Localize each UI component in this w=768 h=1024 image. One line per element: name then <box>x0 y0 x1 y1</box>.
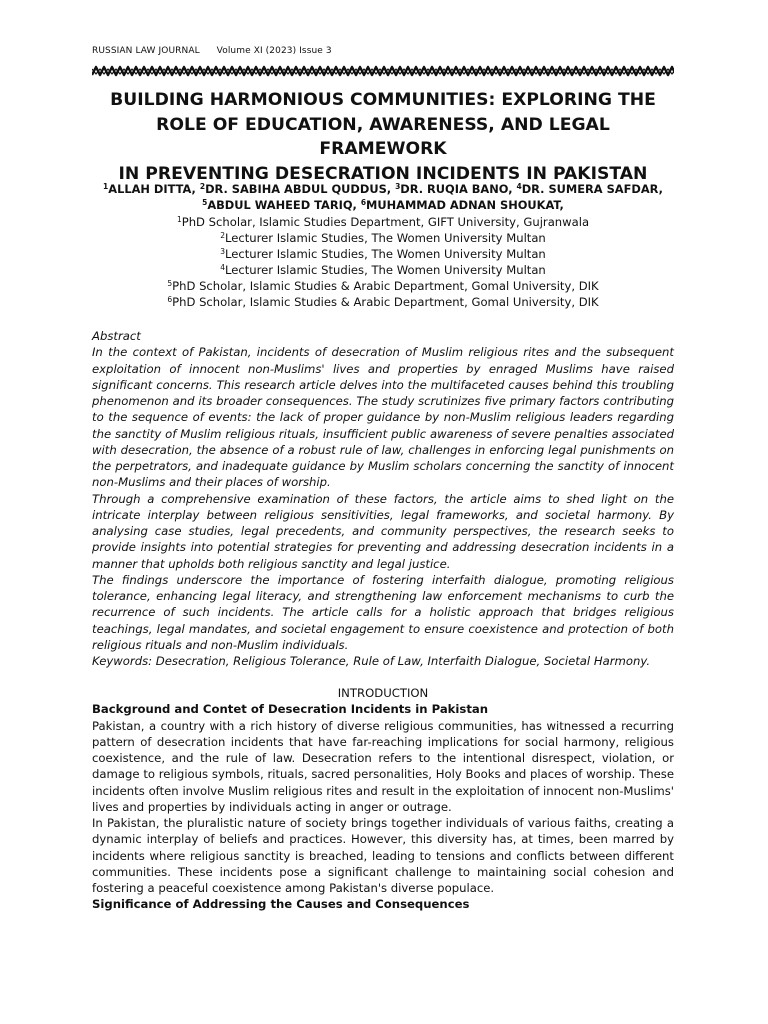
author-6: MUHAMMAD ADNAN SHOUKAT, <box>366 198 564 212</box>
intro-paragraph-1: Pakistan, a country with a rich history of diverse religious communities, has witnessed a recurring pattern of desecration incidents that have far-reaching implications for social harmony, religious coexistence, and the rule of law. Desecration refers to the intentional disrespect, violation, or damage to religious symbols, rituals, sacred personalities, Holy Books and places of worship. These incidents often involve Muslim religious rites and result in the exploitation of innocent non-Muslims' lives and properties by individuals acting in anger or outrage. <box>92 718 674 814</box>
abstract-paragraph-3: The findings underscore the importance of fostering interfaith dialogue, promoting religious tolerance, enhancing legal literacy, and strengthening law enforcement mechanisms to curb the recurrence of such incidents. The article calls for a holistic approach that bridges religious teachings, legal mandates, and societal engagement to ensure coexistence and protection of both religious rituals and non-Muslim individuals. <box>92 572 674 652</box>
author-1-sup: 1 <box>103 182 109 191</box>
decorative-border <box>92 64 674 78</box>
abstract-heading: Abstract <box>92 329 141 343</box>
section-subheading-2: Significance of Addressing the Causes and Consequences <box>92 897 470 912</box>
title-line-3: IN PREVENTING DESECRATION INCIDENTS IN PAKISTAN <box>118 163 648 184</box>
section-subheading: Background and Contet of Desecration Incidents in Pakistan <box>92 702 489 717</box>
abstract-section <box>92 328 674 669</box>
author-2-sup: 2 <box>199 182 206 191</box>
keywords: Keywords: Desecration, Religious Tolerance, Rule of Law, Interfaith Dialogue, Societal Harmony. <box>92 654 651 668</box>
affiliation-1: $^1$PhD Scholar, Islamic Studies Department, GIFT University, Gujranwala <box>176 215 590 229</box>
author-4-sup: 4 <box>516 182 522 191</box>
author-5-sup: 5 <box>202 198 208 207</box>
affiliation-3: $^3$Lecturer Islamic Studies, The Women University Multan <box>220 247 546 262</box>
running-header <box>92 46 332 56</box>
paper-title <box>92 88 674 186</box>
author-5: ABDUL WAHEED TARIQ, <box>207 198 361 212</box>
affiliation-6: $^6$PhD Scholar, Islamic Studies & Arabic Department, Gomal University, DIK <box>167 295 599 310</box>
author-list <box>92 181 674 213</box>
author-2: DR. SABIHA ABDUL QUDDUS, <box>205 182 396 196</box>
abstract-paragraph-2: Through a comprehensive examination of these factors, the article aims to shed light on the intricate interplay between religious sensitivities, legal frameworks, and societal harmony. By analysing case studies, legal precedents, and community perspectives, the research seeks to provide insights into potential strategies for preventing and addressing desecration incidents in a manner that upholds both religious sanctity and legal justice. <box>92 491 674 571</box>
author-4: DR. SUMERA SAFDAR, <box>521 182 663 196</box>
author-3: DR. RUQIA BANO, <box>400 182 517 196</box>
affiliation-2: $^2$Lecturer Islamic Studies, The Women University Multan <box>220 231 546 246</box>
abstract-paragraph-1: In the context of Pakistan, incidents of desecration of Muslim religious rites and the subsequent exploitation of innocent non-Muslims' lives and properties by enraged Muslims have raised significant concerns. This research article delves into the multifaceted causes behind this troubling phenomenon and its broader consequences. The study scrutinizes five primary factors contributing to the sequence of events: the lack of proper guidance by non-Muslim religious leaders regarding the sanctity of Muslim religious rituals, insufficient public awareness of severe penalties associated with desecration, the absence of a robust rule of law, challenges in enforcing legal punishments on the perpetrators, and inadequate guidance by Muslim scholars concerning the sanctity of innocent non-Muslims and their places of worship. <box>92 345 674 490</box>
title-line-2: ROLE OF EDUCATION, AWARENESS, AND LEGAL FRAMEWORK <box>156 114 610 159</box>
author-1: ALLAH DITTA, <box>108 182 200 196</box>
journal-issue: Volume XI (2023) Issue 3 <box>216 46 332 56</box>
title-line-1: BUILDING HARMONIOUS COMMUNITIES: EXPLORING THE <box>110 90 656 110</box>
affiliation-list <box>92 214 674 311</box>
author-3-sup: 3 <box>395 182 401 191</box>
affiliation-4: $^4$Lecturer Islamic Studies, The Women University Multan <box>220 263 546 278</box>
intro-paragraph-2: In Pakistan, the pluralistic nature of society brings together individuals of various faiths, creating a dynamic interplay of beliefs and practices. However, this diversity has, at times, been marred by incidents where religious sanctity is breached, leading to tensions and conflicts between different communities. These incidents pose a significant challenge to maintaining social cohesion and fostering a peaceful coexistence among Pakistan's diverse populace. <box>92 816 674 895</box>
journal-name: RUSSIAN LAW JOURNAL <box>92 46 200 56</box>
introduction-section <box>92 685 674 913</box>
affiliation-5: $^5$PhD Scholar, Islamic Studies & Arabic Department, Gomal University, DIK <box>167 279 599 294</box>
author-6-sup: 6 <box>360 198 367 207</box>
introduction-heading: INTRODUCTION <box>337 686 429 700</box>
